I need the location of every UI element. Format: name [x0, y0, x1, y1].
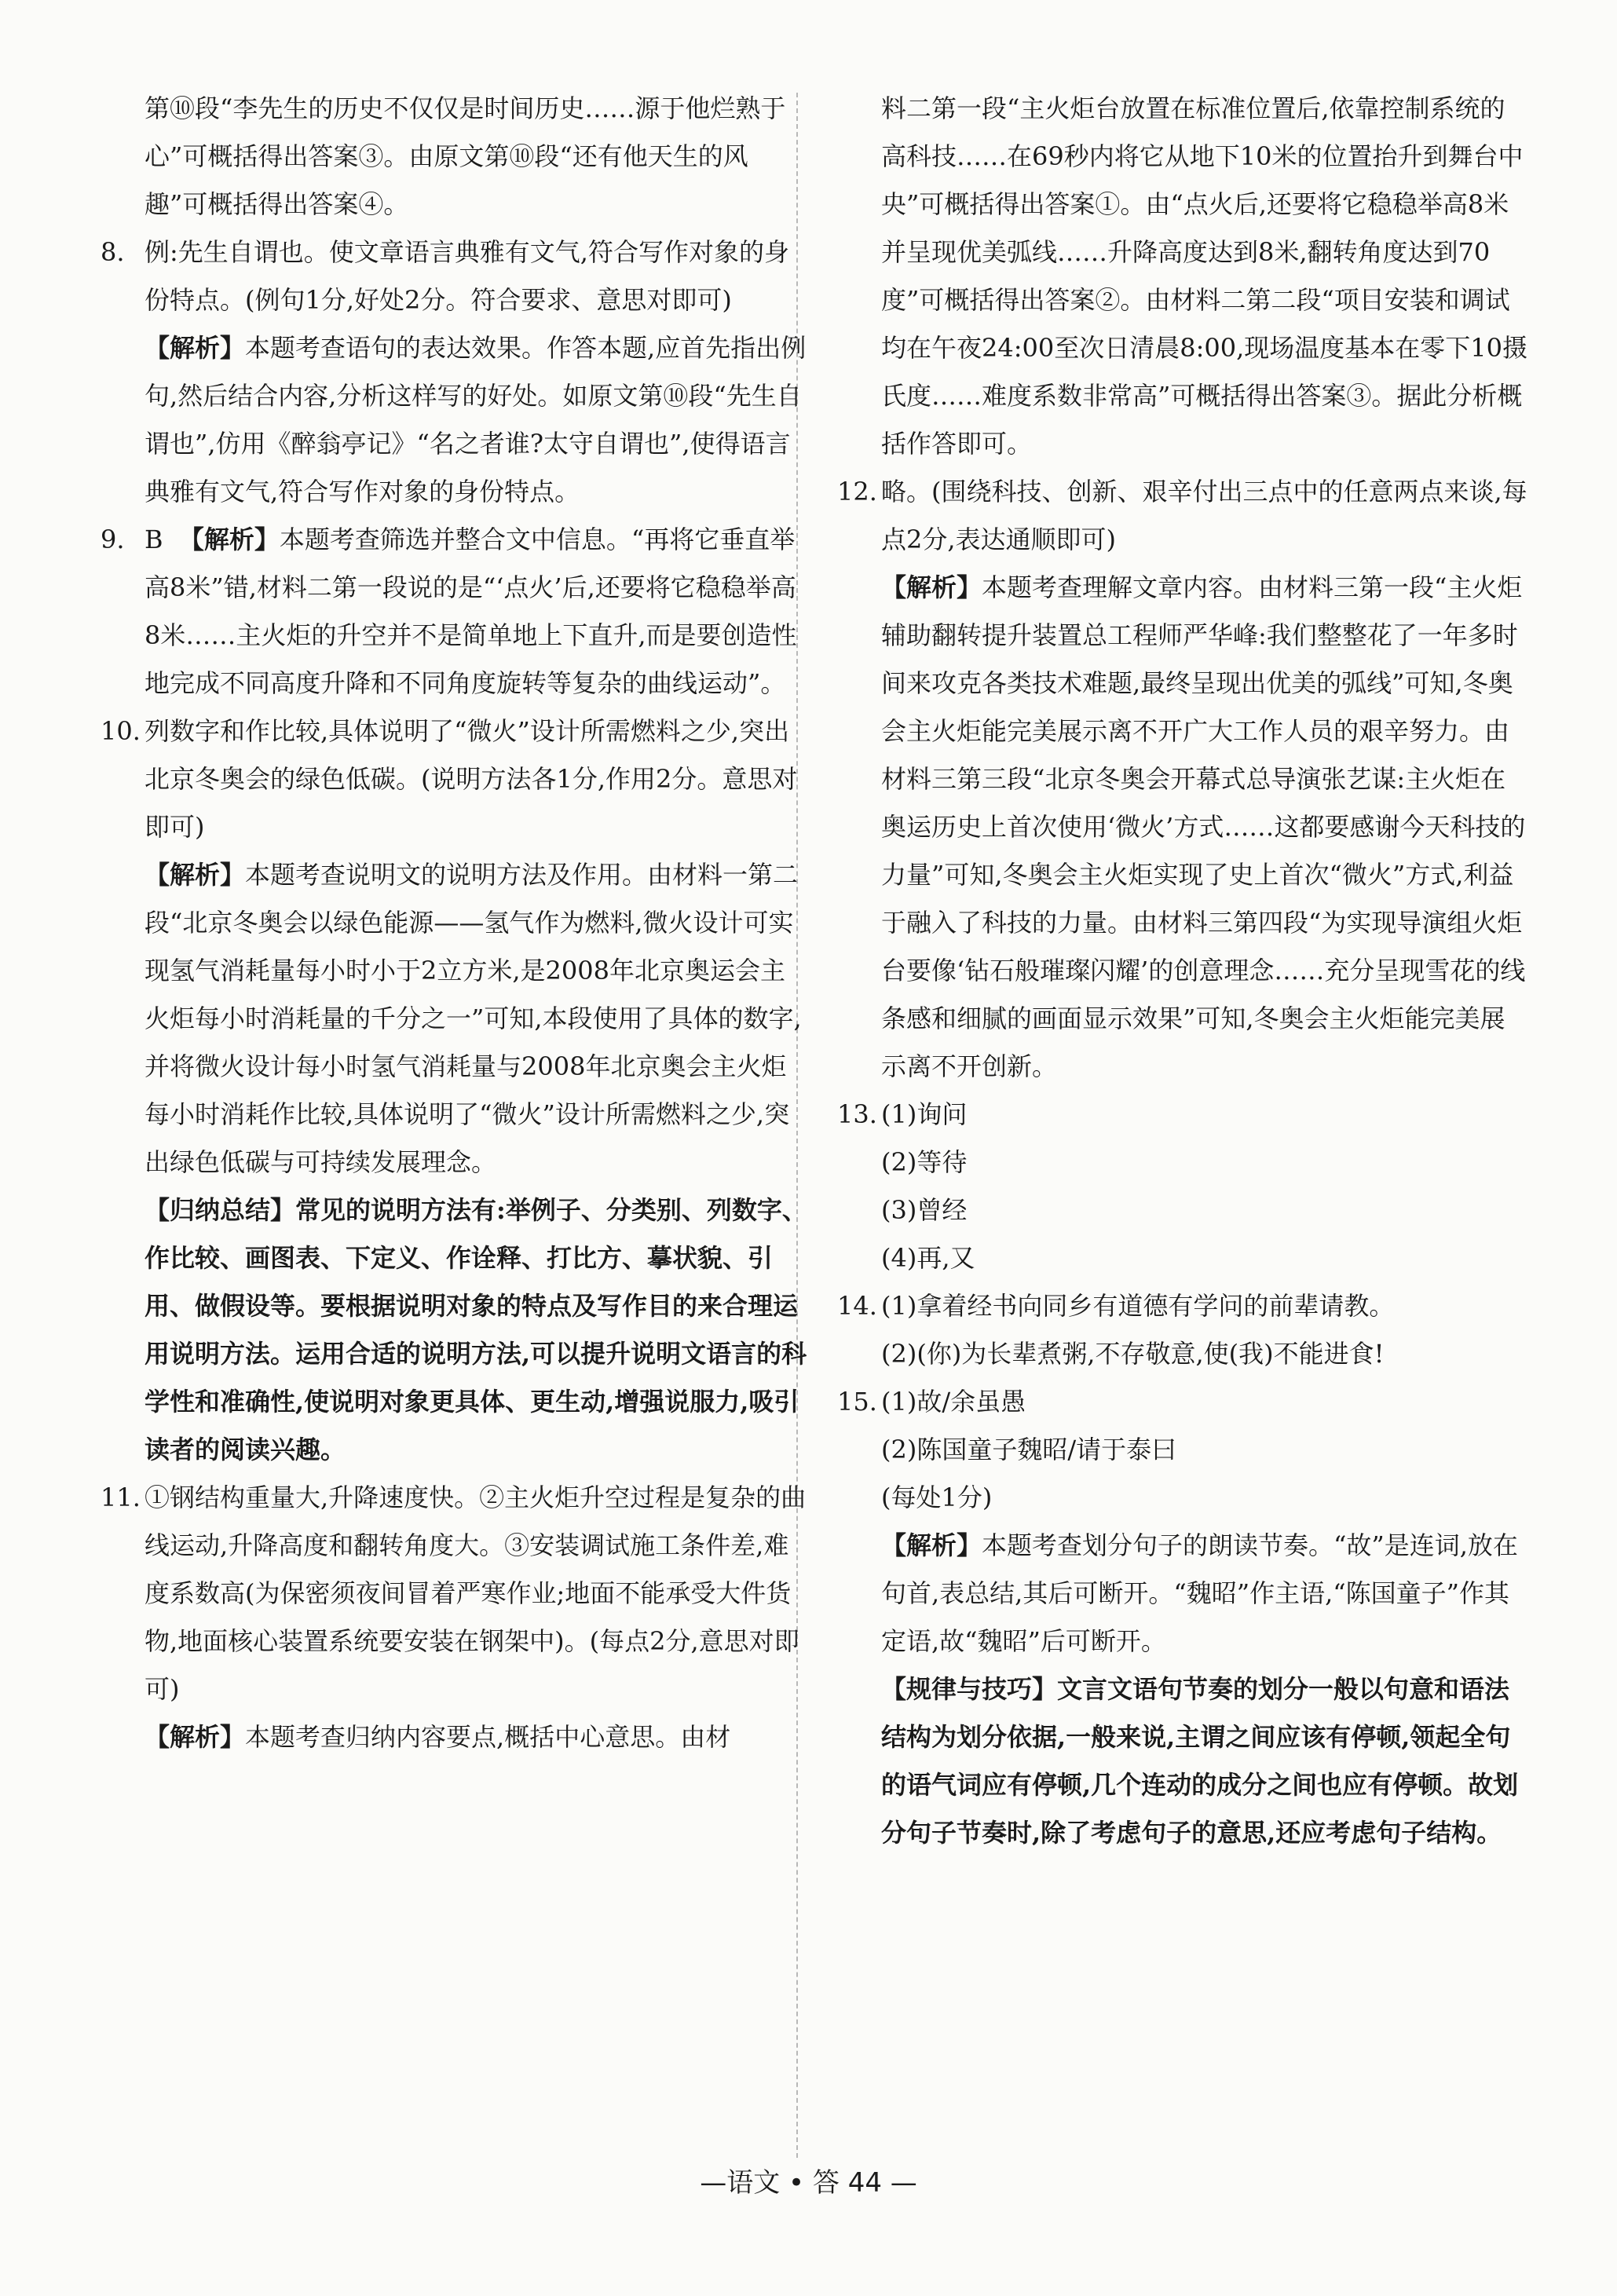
question-15: [837, 1378, 1528, 1857]
tips-text: 文言文语句节奏的划分一般以句意和语法结构为划分依据,一般来说,主谓之间应该有停顿,领起全句的语气词应有停顿,几个连动的成分之间也应有停顿。故划分句子节奏时,除了考虑句子的意思,还应考虑句子结构。: [881, 1674, 1519, 1848]
analysis-tag: 【解析】: [178, 525, 280, 554]
sub-answer: (1)故/余虽愚: [881, 1387, 1026, 1417]
sub-answer: (4)再,又: [881, 1243, 975, 1273]
question-11: [101, 1474, 807, 1761]
sub-answer: (1)拿着经书向同乡有道德有学问的前辈请教。: [881, 1291, 1395, 1321]
question-number: 9.: [101, 525, 125, 554]
question-number: 12.: [837, 477, 877, 506]
sub-answer: (1)询问: [881, 1099, 968, 1129]
question-number: 8.: [101, 237, 125, 267]
scoring-note: (每处1分): [881, 1483, 993, 1512]
analysis-text: 本题考查理解文章内容。由材料三第一段“主火炬辅助翻转提升装置总工程师严华峰:我们整整花了一年多时间来攻克各类技术难题,最终呈现出优美的弧线”可知,冬奥会主火炬能完美展示离不开广大工作人员的艰辛努力。由材料三第三段“北京冬奥会开幕式总导演张艺谋:主火炬在奥运历史上首次使用‘微火’方式……这都要感谢今天科技的力量”可知,冬奥会主火炬实现了史上首次“微火”方式,利益于融入了科技的力量。由材料三第四段“为实现导演组火炬台要像‘钻石般璀璨闪耀’的创意理念……充分呈现雪花的线条感和细腻的画面显示效果”可知,冬奥会主火炬能完美展示离不开创新。: [881, 572, 1526, 1081]
analysis-text: 本题考查语句的表达效果。作答本题,应首先指出例句,然后结合内容,分析这样写的好处。如原文第⑩段“先生自谓也”,仿用《醉翁亭记》“名之者谁?太守自谓也”,使得语言典雅有文气,符合写作对象的身份特点。: [145, 333, 807, 506]
question-10: [101, 707, 807, 1474]
question-number: 15.: [837, 1387, 877, 1417]
page-footer: —语文 • 答 44 —: [700, 2167, 917, 2199]
q7-continuation: 第⑩段“李先生的历史不仅仅是时间历史……源于他烂熟于心”可概括得出答案③。由原文第⑩段“还有他天生的风趣”可概括得出答案④。: [145, 93, 786, 219]
q11-analysis-continuation: 料二第一段“主火炬台放置在标准位置后,依靠控制系统的高科技……在69秒内将它从地下10米的位置抬升到舞台中央”可概括得出答案①。由“点火后,还要将它稳稳举高8米并呈现优美弧线……升降高度达到8米,翻转角度达到70度”可概括得出答案②。由材料二第二段“项目安装和调试均在午夜24:00至次日清晨8:00,现场温度基本在零下10摄氏度……难度系数非常高”可概括得出答案③。据此分析概括作答即可。: [881, 93, 1527, 459]
answer-text: ①钢结构重量大,升降速度快。②主火炬升空过程是复杂的曲线运动,升降高度和翻转角度大。③安装调试施工条件差,难度系数高(为保密须夜间冒着严寒作业;地面不能承受大件货物,地面核心装置系统要安装在钢架中)。(每点2分,意思对即可): [145, 1483, 807, 1704]
summary-text: 常见的说明方法有:举例子、分类别、列数字、作比较、画图表、下定义、作诠释、打比方、摹状貌、引用、做假设等。要根据说明对象的特点及写作目的来合理运用说明方法。运用合适的说明方法,可以提升说明文语言的科学性和准确性,使说明对象更具体、更生动,增强说服力,吸引读者的阅读兴趣。: [145, 1195, 807, 1464]
question-number: 10.: [101, 716, 141, 746]
analysis-text: 本题考查筛选并整合文中信息。“再将它垂直举高8米”错,材料二第一段说的是“‘点火’后,还要将它稳稳举高8米……主火炬的升空并不是简单地上下直升,而是要创造性地完成不同高度升降和不同角度旋转等复杂的曲线运动”。: [145, 525, 797, 698]
tips-paragraph: [881, 1665, 1528, 1857]
question-number: 14.: [837, 1291, 877, 1321]
analysis-tag: 【解析】: [881, 572, 982, 602]
tips-tag: 【规律与技巧】: [881, 1674, 1058, 1704]
analysis-paragraph: [881, 1522, 1528, 1665]
answer-text: 列数字和作比较,具体说明了“微火”设计所需燃料之少,突出北京冬奥会的绿色低碳。(说明方法各1分,作用2分。意思对即可): [145, 716, 798, 842]
analysis-paragraph: [881, 564, 1528, 1091]
question-13: [837, 1091, 1528, 1282]
analysis-tag: 【解析】: [145, 860, 246, 890]
analysis-paragraph: [145, 324, 807, 516]
left-column: [101, 85, 807, 1761]
answer-text: 例:先生自谓也。使文章语言典雅有文气,符合写作对象的身份特点。(例句1分,好处2分。符合要求、意思对即可): [145, 237, 789, 315]
summary-paragraph: [145, 1186, 807, 1474]
right-column: [837, 85, 1528, 1857]
sub-answer: (2)等待: [881, 1147, 968, 1177]
analysis-paragraph: [145, 1713, 807, 1761]
question-number: 11.: [101, 1483, 141, 1512]
analysis-tag: 【解析】: [145, 1722, 246, 1752]
analysis-text: 本题考查归纳内容要点,概括中心意思。由材: [245, 1722, 731, 1752]
sub-answer: (2)(你)为长辈煮粥,不存敬意,使(我)不能进食!: [881, 1339, 1385, 1369]
analysis-text: 本题考查划分句子的朗读节奏。“故”是连词,放在句首,表总结,其后可断开。“魏昭”作主语,“陈国童子”作其定语,故“魏昭”后可断开。: [881, 1530, 1518, 1656]
sub-answer: (3)曾经: [881, 1195, 968, 1225]
answer-choice: B: [145, 525, 163, 554]
answer-text: 略。(围绕科技、创新、艰辛付出三点中的任意两点来谈,每点2分,表达通顺即可): [881, 477, 1527, 554]
question-8: [101, 229, 807, 516]
analysis-tag: 【解析】: [881, 1530, 982, 1560]
analysis-text: 本题考查说明文的说明方法及作用。由材料一第二段“北京冬奥会以绿色能源——氢气作为燃料,微火设计可实现氢气消耗量每小时小于2立方米,是2008年北京奥运会主火炬每小时消耗量的千分之一”可知,本段使用了具体的数字,并将微火设计每小时氢气消耗量与2008年北京奥会主火炬每小时消耗作比较,具体说明了“微火”设计所需燃料之少,突出绿色低碳与可持续发展理念。: [145, 860, 802, 1177]
answer-and-analysis: [145, 516, 807, 707]
question-12: [837, 468, 1528, 1091]
sub-answer: (2)陈国童子魏昭/请于泰曰: [881, 1435, 1177, 1464]
analysis-paragraph: [145, 851, 807, 1186]
question-number: 13.: [837, 1099, 877, 1129]
question-14: [837, 1282, 1528, 1378]
analysis-tag: 【解析】: [145, 333, 246, 363]
question-9: [101, 516, 807, 707]
summary-tag: 【归纳总结】: [145, 1195, 296, 1225]
